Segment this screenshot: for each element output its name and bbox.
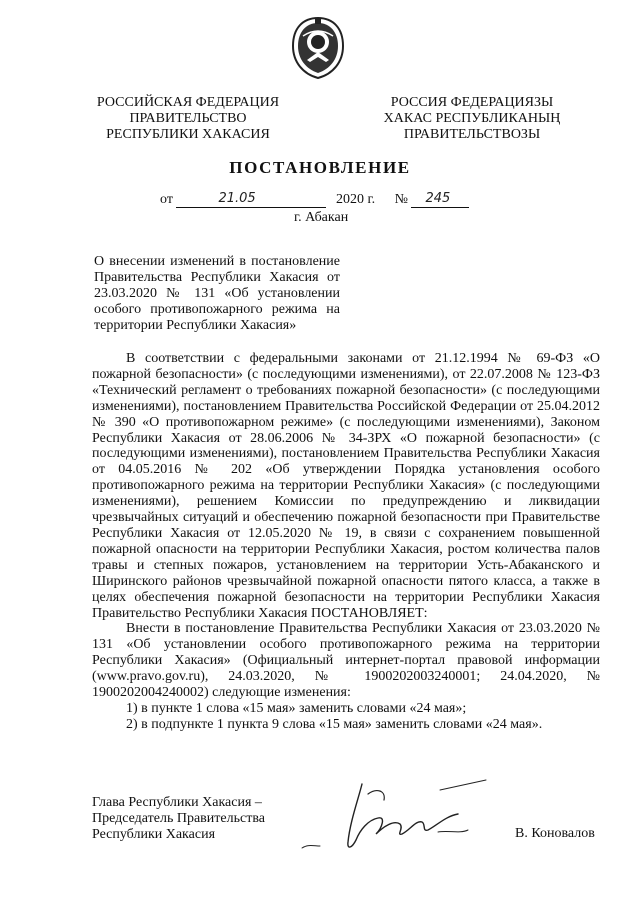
signatory-position-line: Республики Хакасия — [92, 827, 216, 842]
date-number-line — [160, 192, 469, 208]
header-khakas-line: РОССИЯ ФЕДЕРАЦИЯЗЫ — [390, 95, 554, 110]
header-ru — [88, 95, 288, 143]
header-khakas-line: ХАКАС РЕСПУБЛИКАНЫҢ — [383, 111, 561, 126]
change-item: 2) в подпункте 1 пункта 9 слова «15 мая» заменить словами «24 мая». — [126, 716, 543, 732]
handwritten-number: 245 — [425, 191, 451, 206]
date-year: 2020 г. — [335, 192, 376, 207]
header-ru-line: РЕСПУБЛИКИ ХАКАСИЯ — [106, 127, 270, 142]
header-ru-line: ПРАВИТЕЛЬСТВО — [129, 111, 247, 126]
document-title: ПОСТАНОВЛЕНИЕ — [229, 158, 411, 177]
signatory-position-line: Председатель Правительства — [92, 811, 265, 826]
number-sign: № — [394, 192, 408, 207]
date-prefix: от — [160, 192, 173, 207]
body-paragraph: В соответствии с федеральными законами от 21.12.1994 № 69-ФЗ «О пожарной безопасности» (с последующими изменениями), от 22.07.2008 № 123-ФЗ «Технический регламент о требованиях пожарной безопасности» (с последующими изменениями), постановлением Правительства Российской Федерации от 25.04.2012 № 390 «О противопожарном режиме» (с последующими изменениями), Законом Республики Хакасия от 28.06.2006 № 34-ЗРХ «О пожарной безопасности» (с последующими изменениями), постановлением Правительства Республики Хакасия от 04.05.2016 № 202 «Об утверждении Порядка установления особого противопожарного режима на территории Республики Хакасия» (с последующими изменениями), решением Комиссии по предупреждению и ликвидации чрезвычайных ситуаций и обеспечению пожарной безопасности при Правительстве Республики Хакасия от 12.05.2020 № 19, в связи с сохранением повышенной пожарной опасности на территории Республики Хакасия, ростом количества палов травы и степных пожаров, установлением на территории Усть-Абаканского и Ширинского районов чрезвычайной пожарной опасности пятого класса, а также в целях обеспечения пожарной безопасности на территории Республики Хакасия Правительство Республики Хакасия ПОСТАНОВЛЯЕТ: — [92, 351, 600, 621]
document-body — [92, 351, 600, 733]
coat-of-arms-emblem — [289, 16, 347, 80]
city: г. Абакан — [294, 210, 349, 225]
handwritten-signature — [290, 770, 500, 865]
signatory-position-line: Глава Республики Хакасия – — [92, 795, 262, 810]
change-item: 1) в пункте 1 слова «15 мая» заменить словами «24 мая»; — [126, 700, 467, 716]
header-khakas-line: ПРАВИТЕЛЬСТВОЗЫ — [403, 127, 541, 142]
signatory-name: В. Коновалов — [515, 826, 595, 841]
body-paragraph: Внести в постановление Правительства Республики Хакасия от 23.03.2020 № 131 «Об установлении особого противопожарного режима на территории Республики Хакасия» (Официальный интернет-портал правовой информации (www.pravo.gov.ru), 24.03.2020, № 1900202003240001; 24.04.2020, № 1900202004240002) следующие изменения: — [92, 621, 600, 701]
document-subject: О внесении изменений в постановление Правительства Республики Хакасия от 23.03.2020 № 131 «Об установлении особого противопожарного режима на территории Республики Хакасия» — [94, 254, 340, 333]
number-field — [411, 192, 469, 208]
header-ru-line: РОССИЙСКАЯ ФЕДЕРАЦИЯ — [96, 95, 280, 110]
header-khakas — [372, 95, 572, 143]
handwritten-date: 21.05 — [218, 191, 256, 206]
signatory-position — [92, 795, 265, 843]
date-field — [176, 192, 326, 208]
